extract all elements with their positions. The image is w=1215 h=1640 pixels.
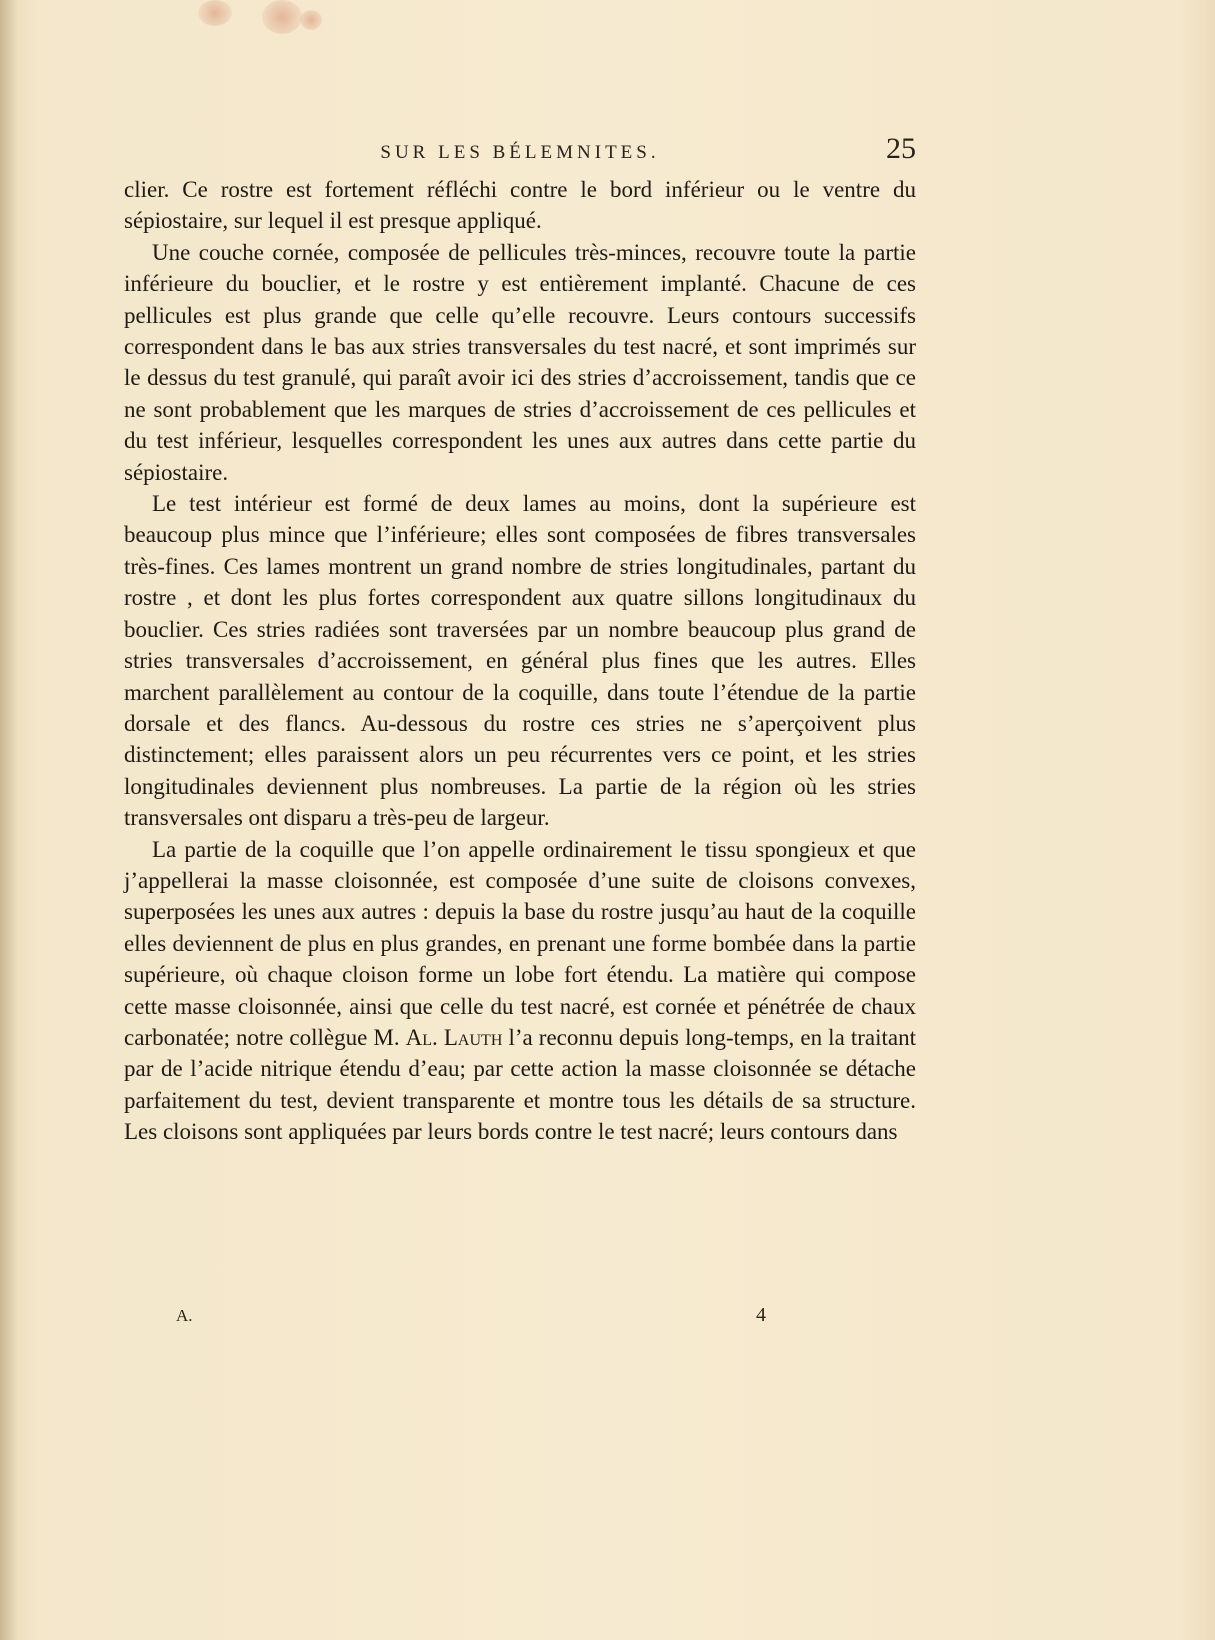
signature-mark: A. [176, 1306, 193, 1325]
foxing-stain [300, 10, 322, 30]
page-number: 25 [886, 132, 916, 165]
foxing-stain [198, 0, 232, 26]
paragraph-text: La partie de la coquille que l’on appelle ordinairement le tissu spongieux et que j’appellerai la masse cloisonnée, est composée d’une suite de cloisons convexes, superposées les unes aux autres : depuis la base du rostre jusqu’au haut de la coquille elles deviennent de plus en plus grandes, en prenant une forme bombée dans la partie supérieure, où chaque cloison forme un lobe fort étendu. La matière qui compose cette masse cloisonnée, ainsi que celle du test nacré, est cornée et pénétrée de chaux carbonatée; notre collègue M. [124, 836, 916, 1050]
signature-number: 4 [756, 1304, 766, 1326]
paragraph-text: l’a reconnu depuis long-temps, en la traitant par de l’acide nitrique étendu d’eau; par cette action la masse cloisonnée se détache parfaitement du test, devient transparente et montre tous les détails de sa structure. Les cloisons sont appliquées par leurs bords contre le test nacré; leurs contours dans [124, 1024, 916, 1145]
foxing-stain [262, 0, 302, 34]
body-text [124, 174, 916, 1148]
running-title: SUR LES BÉLEMNITES. [380, 142, 660, 163]
running-head [124, 132, 916, 166]
signature-line [124, 1306, 916, 1330]
paragraph-continued: clier. Ce rostre est fortement réfléchi contre le bord inférieur ou le ventre du sépiostaire, sur lequel il est presque appliqué. [124, 177, 916, 234]
paragraph [124, 834, 916, 1148]
paragraph: Une couche cornée, composée de pellicules très-minces, recouvre toute la partie inférieure du bouclier, et le rostre y est entièrement implanté. Chacune de ces pellicules est plus grande que celle qu’elle recouvre. Leurs contours successifs correspondent dans le bas aux stries transversales du test nacré, et sont imprimés sur le dessus du test granulé, qui paraît avoir ici des stries d’accroissement, tandis que ce ne sont probablement que les marques de stries d’accroissement de ces pellicules et du test inférieur, lesquelles correspondent les unes aux autres dans cette partie du sépiostaire. [124, 239, 916, 485]
binding-shadow [0, 0, 18, 1640]
paragraph: Le test intérieur est formé de deux lames au moins, dont la supérieure est beaucoup plus mince que l’inférieure; elles sont composées de fibres transversales très-fines. Ces lames montrent un grand nombre de stries longitudinales, partant du rostre , et dont les plus fortes correspondent aux quatre sillons longitudinaux du bouclier. Ces stries radiées sont traversées par un nombre beaucoup plus grand de stries transversales d’accroissement, en général plus fines que les autres. Elles marchent parallèlement au contour de la coquille, dans toute l’étendue de la partie dorsale et des flancs. Au-dessous du rostre ces stries ne s’aperçoivent plus distinctement; elles paraissent alors un peu récurrentes vers ce point, et les stries longitudinales deviennent plus nombreuses. La partie de la région où les stries transversales ont disparu a très-peu de largeur. [124, 491, 916, 831]
person-name: Al. Lauth [405, 1024, 503, 1050]
